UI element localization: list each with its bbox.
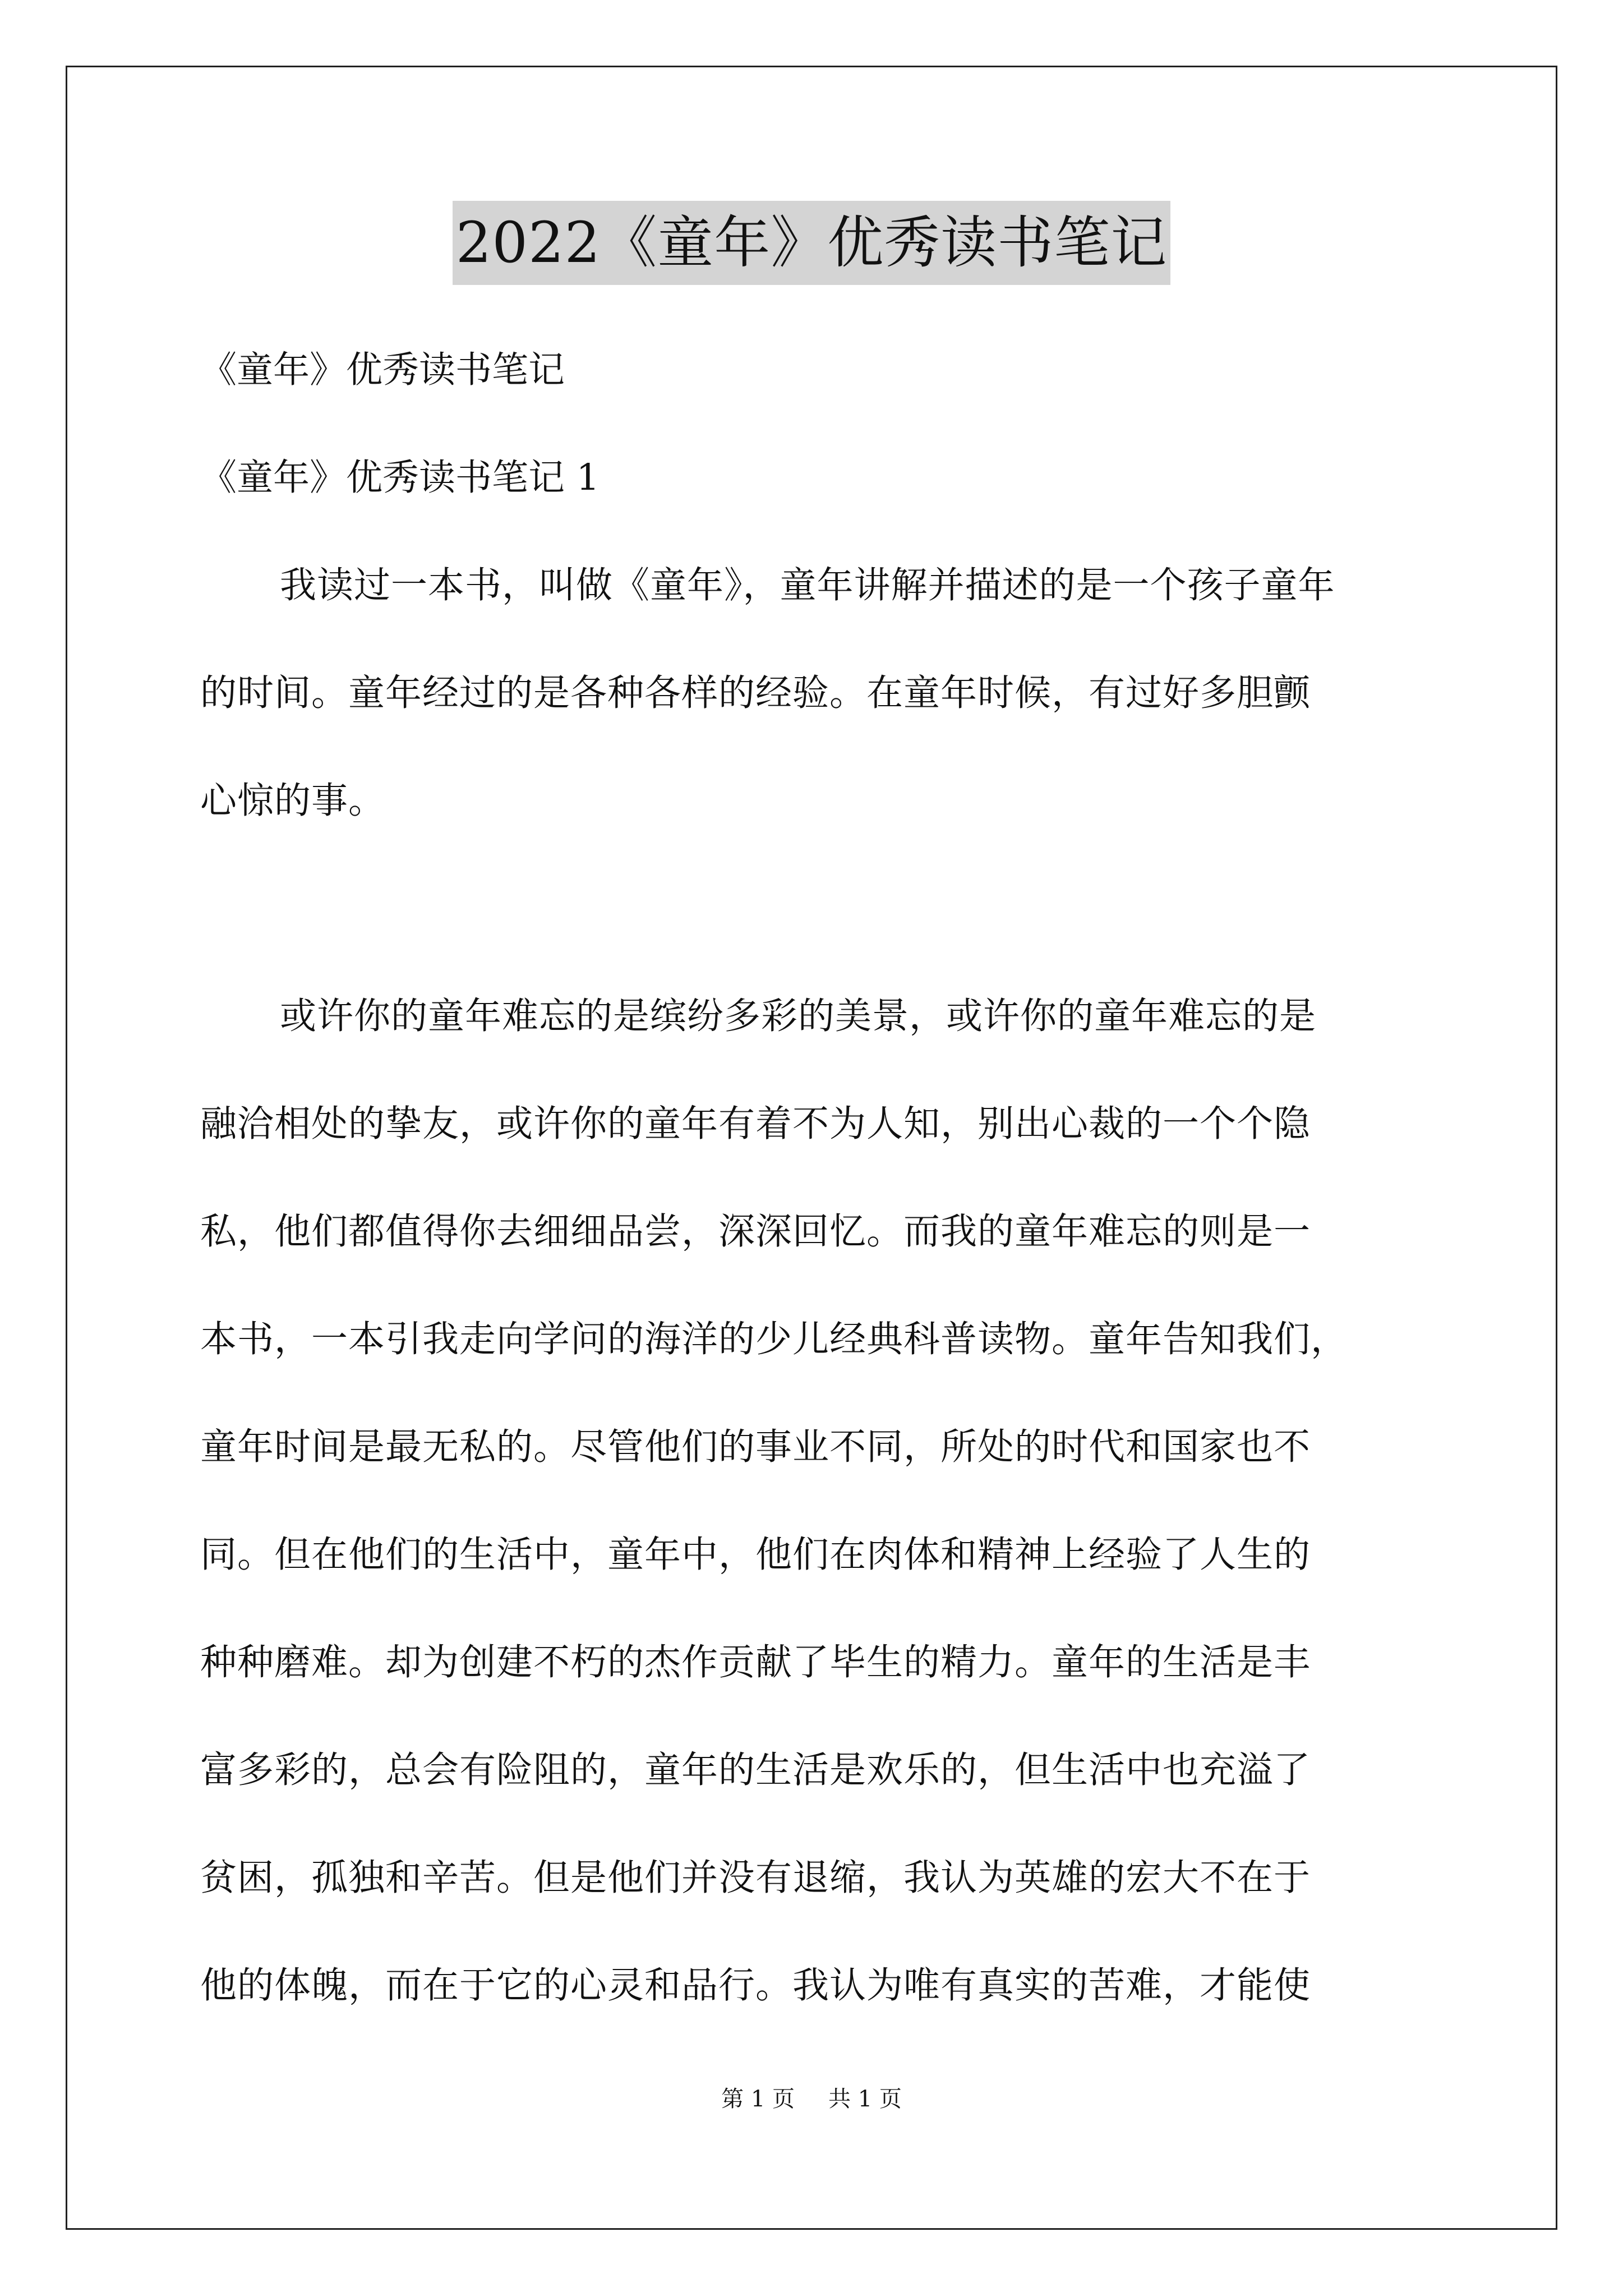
document-body (200, 342, 1434, 2065)
paragraph-1 (200, 558, 1434, 829)
blank-line (200, 881, 1434, 988)
paragraph-line: 我读过一本书，叫做《童年》，童年讲解并描述的是一个孩子童年 (280, 564, 1335, 606)
paragraph-line: 童年时间是最无私的。尽管他们的事业不同，所处的时代和国家也不 (200, 1426, 1311, 1468)
page-footer (0, 2082, 1623, 2116)
section-heading: 《童年》优秀读书笔记 (200, 349, 565, 391)
section-subheading: 《童年》优秀读书笔记 1 (200, 457, 600, 499)
paragraph-2 (200, 988, 1434, 2014)
paragraph-line: 富多彩的，总会有险阻的，童年的生活是欢乐的，但生活中也充溢了 (200, 1749, 1311, 1791)
paragraph-line: 心惊的事。 (200, 780, 386, 822)
paragraph-line: 本书，一本引我走向学问的海洋的少儿经典科普读物。童年告知我们， (200, 1318, 1348, 1360)
paragraph-line: 私，他们都值得你去细细品尝，深深回忆。而我的童年难忘的则是一 (200, 1211, 1311, 1253)
page-number-total: 共 1 页 (828, 2086, 902, 2112)
paragraph-line: 的时间。童年经过的是各种各样的经验。在童年时候，有过好多胆颤 (200, 672, 1311, 714)
page-number-current: 第 1 页 (721, 2086, 795, 2112)
document-title: 2022《童年》优秀读书笔记 (453, 201, 1171, 285)
title-container (0, 201, 1623, 285)
paragraph-line: 他的体魄，而在于它的心灵和品行。我认为唯有真实的苦难，才能使 (200, 1964, 1311, 2007)
paragraph-line: 或许你的童年难忘的是缤纷多彩的美景，或许你的童年难忘的是 (280, 995, 1317, 1037)
paragraph-line: 贫困，孤独和辛苦。但是他们并没有退缩，我认为英雄的宏大不在于 (200, 1857, 1311, 1899)
paragraph-line: 融洽相处的挚友，或许你的童年有着不为人知，别出心裁的一个个隐 (200, 1103, 1311, 1145)
paragraph-line: 种种磨难。却为创建不朽的杰作贡献了毕生的精力。童年的生活是丰 (200, 1641, 1311, 1683)
paragraph-line: 同。但在他们的生活中，童年中，他们在肉体和精神上经验了人生的 (200, 1534, 1311, 1576)
